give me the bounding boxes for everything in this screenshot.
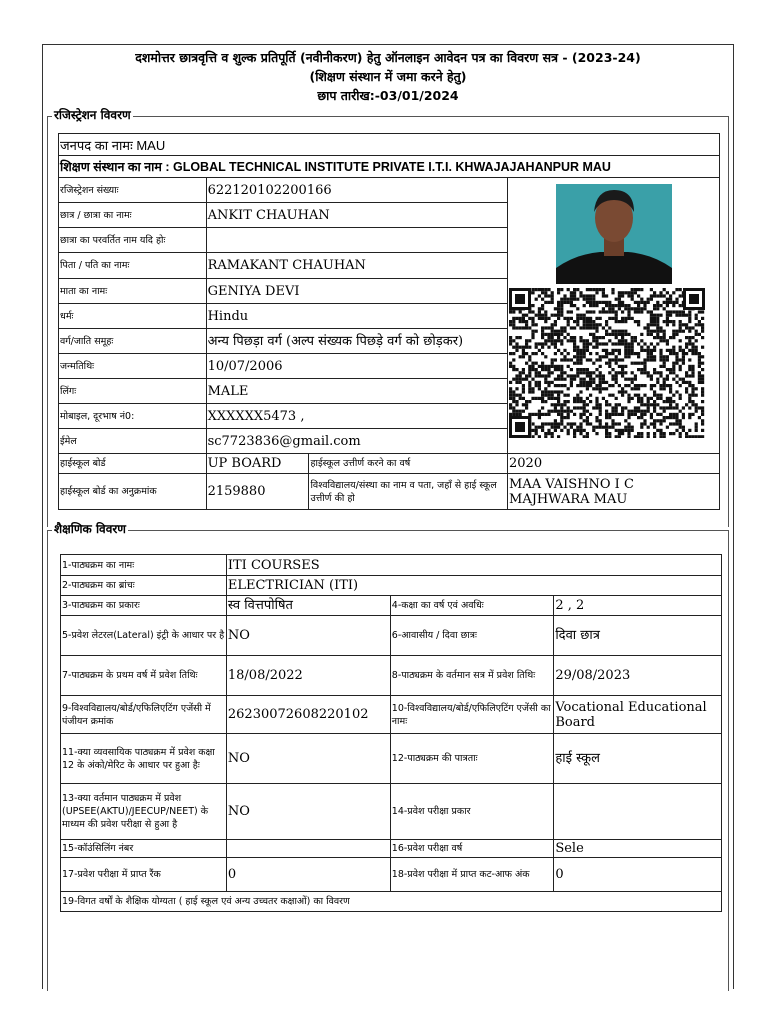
academic-row [61, 840, 722, 858]
academic-field-value: 29/08/2023 [554, 656, 722, 696]
academic-row [61, 696, 722, 734]
academic-field-value: दिवा छात्र [554, 616, 722, 656]
registration-field-label: धर्मः [59, 304, 207, 329]
academic-field-label: 4-कक्षा का वर्ष एवं अवधिः [390, 596, 554, 616]
registration-field-value: GENIYA DEVI [206, 279, 507, 304]
qr-code-icon [509, 288, 705, 438]
photo-qr-cell [508, 178, 720, 454]
institute-row: शिक्षण संस्थान का नाम : GLOBAL TECHNICAL INSTITUTE PRIVATE I.T.I. KHWAJAJAHANPUR MAU [59, 156, 720, 178]
registration-field-label: जन्मतिथिः [59, 354, 207, 379]
hs-school-value: MAA VAISHNO I C MAJHWARA MAU [508, 474, 720, 510]
header-line-3: छाप तारीख:-03/01/2024 [317, 88, 459, 103]
registration-row [59, 178, 720, 203]
academic-field-value: 0 [226, 858, 390, 892]
registration-field-label: पिता / पति का नामः [59, 253, 207, 279]
registration-field-value: अन्य पिछड़ा वर्ग (अल्प संख्यक पिछड़े वर्ग को छोड़कर) [206, 329, 507, 354]
academic-field-value [226, 840, 390, 858]
academic-field-value: 2 , 2 [554, 596, 722, 616]
registration-legend: रजिस्ट्रेशन विवरण [54, 108, 131, 122]
registration-field-label: माता का नामः [59, 279, 207, 304]
previous-qualification-label: 19-विगत वर्षों के शैक्षिक योग्यता ( हाई स्कूल एवं अन्य उच्चतर कक्षाओं) का विवरण [61, 892, 722, 912]
registration-field-value: RAMAKANT CHAUHAN [206, 253, 507, 279]
registration-field-label: वर्ग/जाति समूहः [59, 329, 207, 354]
course-name-value: ITI COURSES [226, 555, 721, 576]
academic-row [61, 734, 722, 784]
academic-field-label: 9-विश्वविद्यालय/बोर्ड/एफिलिएटिंग एजेंसी में पंजीयन क्रमांक [61, 696, 227, 734]
registration-field-value: XXXXXX5473 , [206, 404, 507, 429]
header-line-1: दशमोत्तर छात्रवृत्ति व शुल्क प्रतिपूर्ति (नवीनीकरण) हेतु ऑनलाइन आवेदन पत्र का विवरण सत्र - (2023-24) [135, 50, 641, 65]
registration-field-label: रजिस्ट्रेशन संख्याः [59, 178, 207, 203]
course-name-label: 1-पाठ्यक्रम का नामः [61, 555, 227, 576]
registration-field-label: लिंगः [59, 379, 207, 404]
academic-row [61, 858, 722, 892]
hs-school-label: विश्वविद्यालय/संस्था का नाम व पता, जहाँ से हाई स्कूल उत्तीर्ण की हो [309, 474, 508, 510]
hs-board-value: UP BOARD [206, 454, 309, 474]
registration-field-value: ANKIT CHAUHAN [206, 203, 507, 228]
academic-field-label: 12-पाठ्यक्रम की पात्रताः [390, 734, 554, 784]
academic-field-label: 13-क्या वर्तमान पाठ्यक्रम में प्रवेश (UPSEE(AKTU)/JEECUP/NEET) के माध्यम की प्रवेश परीक्षा से हुआ है [61, 784, 227, 840]
academic-row [61, 596, 722, 616]
academic-field-value: Sele [554, 840, 722, 858]
registration-field-value: Hindu [206, 304, 507, 329]
academic-field-label: 10-विश्वविद्यालय/बोर्ड/एफिलिएटिंग एजेंसी का नामः [390, 696, 554, 734]
academic-field-label: 6-आवासीय / दिवा छात्रः [390, 616, 554, 656]
academic-field-value [554, 784, 722, 840]
registration-section [47, 108, 729, 527]
academic-field-value: 18/08/2022 [226, 656, 390, 696]
registration-field-value: sc7723836@gmail.com [206, 429, 507, 454]
hs-board-label: हाईस्कूल बोर्ड [59, 454, 207, 474]
branch-label: 2-पाठ्यक्रम का ब्रांचः [61, 576, 227, 596]
academic-field-label: 5-प्रवेश लेटरल(Lateral) इंट्री के आधार पर है [61, 616, 227, 656]
academic-field-label: 18-प्रवेश परीक्षा में प्राप्त कट-आफ अंक [390, 858, 554, 892]
academic-field-label: 11-क्या व्यवसायिक पाठ्यक्रम में प्रवेश कक्षा 12 के अंको/मेरिट के आधार पर हुआ हैः [61, 734, 227, 784]
hs-roll-value: 2159880 [206, 474, 309, 510]
academic-field-label: 3-पाठ्यक्रम का प्रकारः [61, 596, 227, 616]
academic-field-value: स्व वित्तपोषित [226, 596, 390, 616]
academic-field-value: NO [226, 734, 390, 784]
hs-roll-label: हाईस्कूल बोर्ड का अनुक्रमांक [59, 474, 207, 510]
academic-legend: शैक्षणिक विवरण [54, 522, 126, 536]
registration-field-value [206, 228, 507, 253]
registration-field-label: मोबाइल, दूरभाष नं0: [59, 404, 207, 429]
hs-year-value: 2020 [508, 454, 720, 474]
academic-row [61, 616, 722, 656]
academic-field-value: Vocational Educational Board [554, 696, 722, 734]
academic-field-label: 15-कॉउंसिलिंग नंबर [61, 840, 227, 858]
academic-table [60, 554, 722, 912]
application-sheet [42, 44, 734, 989]
registration-field-label: ईमेल [59, 429, 207, 454]
academic-field-value: हाई स्कूल [554, 734, 722, 784]
academic-field-label: 7-पाठ्यक्रम के प्रथम वर्ष में प्रवेश तिथिः [61, 656, 227, 696]
registration-field-label: छात्रा का परवर्तित नाम यदि होः [59, 228, 207, 253]
hs-year-label: हाईस्कूल उत्तीर्ण करने का वर्ष [309, 454, 508, 474]
student-photo-icon [556, 184, 672, 284]
academic-row [61, 656, 722, 696]
academic-field-value: NO [226, 616, 390, 656]
registration-field-value: 10/07/2006 [206, 354, 507, 379]
academic-field-value: 26230072608220102 [226, 696, 390, 734]
registration-field-label: छात्र / छात्रा का नामः [59, 203, 207, 228]
academic-field-value: NO [226, 784, 390, 840]
form-header [43, 45, 733, 105]
academic-field-label: 16-प्रवेश परीक्षा वर्ष [390, 840, 554, 858]
academic-field-label: 14-प्रवेश परीक्षा प्रकार [390, 784, 554, 840]
registration-field-value: 622120102200166 [206, 178, 507, 203]
academic-section [47, 522, 729, 991]
header-line-2: (शिक्षण संस्थान में जमा करने हेतु) [309, 69, 467, 84]
registration-table [58, 133, 720, 510]
academic-row [61, 784, 722, 840]
registration-field-value: MALE [206, 379, 507, 404]
academic-field-value: 0 [554, 858, 722, 892]
academic-field-label: 8-पाठ्यक्रम के वर्तमान सत्र में प्रवेश तिथिः [390, 656, 554, 696]
academic-field-label: 17-प्रवेश परीक्षा में प्राप्त रैंक [61, 858, 227, 892]
branch-value: ELECTRICIAN (ITI) [226, 576, 721, 596]
district-row: जनपद का नामः MAU [59, 134, 720, 156]
